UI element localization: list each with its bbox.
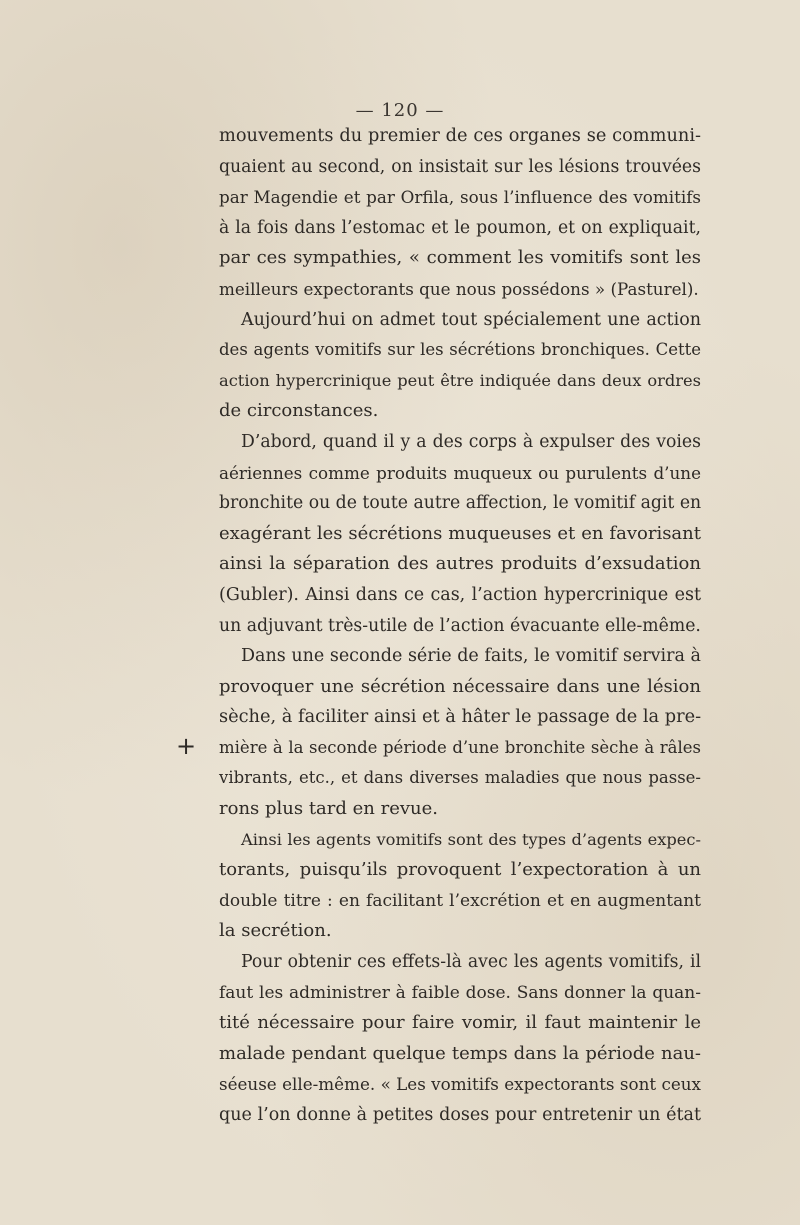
body-text <box>219 121 701 1131</box>
text-line: exagérant les sécrétions muqueuses et en favorisant <box>219 522 701 544</box>
text-line: mouvements du premier de ces organes se communi- <box>219 126 701 146</box>
page-number: — 120 — <box>355 100 445 121</box>
text-line: par Magendie et par Orfila, sous l’influence des vomitifs <box>219 187 701 208</box>
text-line: de circonstances. <box>219 400 379 422</box>
text-line: à la fois dans l’estomac et le poumon, et on expliquait, <box>219 217 701 238</box>
text-line: tité nécessaire pour faire vomir, il faut maintenir le <box>219 1012 701 1034</box>
text-line: Dans une seconde série de faits, le vomitif servira à <box>241 646 701 667</box>
text-line: bronchite ou de toute autre affection, le vomitif agit en <box>219 493 702 514</box>
text-line: aériennes comme produits muqueux ou purulents d’une <box>219 462 701 483</box>
text-line: par ces sympathies, « comment les vomitifs sont les <box>219 247 701 269</box>
text-line: faut les administrer à faible dose. Sans donner la quan- <box>219 982 701 1003</box>
text-line: D’abord, quand il y a des corps à expulser des voies <box>241 431 701 452</box>
text-line: que l’on donne à petites doses pour entretenir un état <box>219 1105 701 1125</box>
text-line: (Gubler). Ainsi dans ce cas, l’action hypercrinique est <box>219 584 701 605</box>
text-line: sèche, à faciliter ainsi et à hâter le passage de la pre- <box>219 707 702 728</box>
text-line: séeuse elle-même. « Les vomitifs expectorants sont ceux <box>219 1074 701 1095</box>
text-line: ainsi la séparation des autres produits d’exsudation <box>219 553 701 575</box>
text-line: malade pendant quelque temps dans la période nau- <box>219 1042 701 1064</box>
text-line: quaient au second, on insistait sur les lésions trouvées <box>219 156 701 177</box>
text-line: des agents vomitifs sur les sécrétions bronchiques. Cette <box>219 340 701 360</box>
text-line: rons plus tard en revue. <box>219 798 438 820</box>
text-line: double titre : en facilitant l’excrétion et en augmentant <box>219 890 701 911</box>
text-line: Aujourd’hui on admet tout spécialement une action <box>241 309 701 330</box>
text-line: action hypercrinique peut être indiquée dans deux ordres <box>219 370 701 390</box>
text-line: la secrétion. <box>219 920 332 942</box>
text-line: un adjuvant très-utile de l’action évacuante elle-même. <box>219 615 701 636</box>
text-line: meilleurs expectorants que nous possédons » (Pasturel). <box>219 278 699 299</box>
text-line: torants, puisqu’ils provoquent l’expectoration à un <box>219 859 701 881</box>
text-line: mière à la seconde période d’une bronchite sèche à râles <box>219 737 701 757</box>
text-line: provoquer une sécrétion nécessaire dans une lésion <box>219 675 701 697</box>
text-line: Ainsi les agents vomitifs sont des types d’agents expec- <box>241 829 701 849</box>
margin-cross-mark: + <box>176 732 197 760</box>
text-line: Pour obtenir ces effets-là avec les agents vomitifs, il <box>241 952 701 973</box>
text-line: vibrants, etc., et dans diverses maladies que nous passe- <box>219 768 701 788</box>
